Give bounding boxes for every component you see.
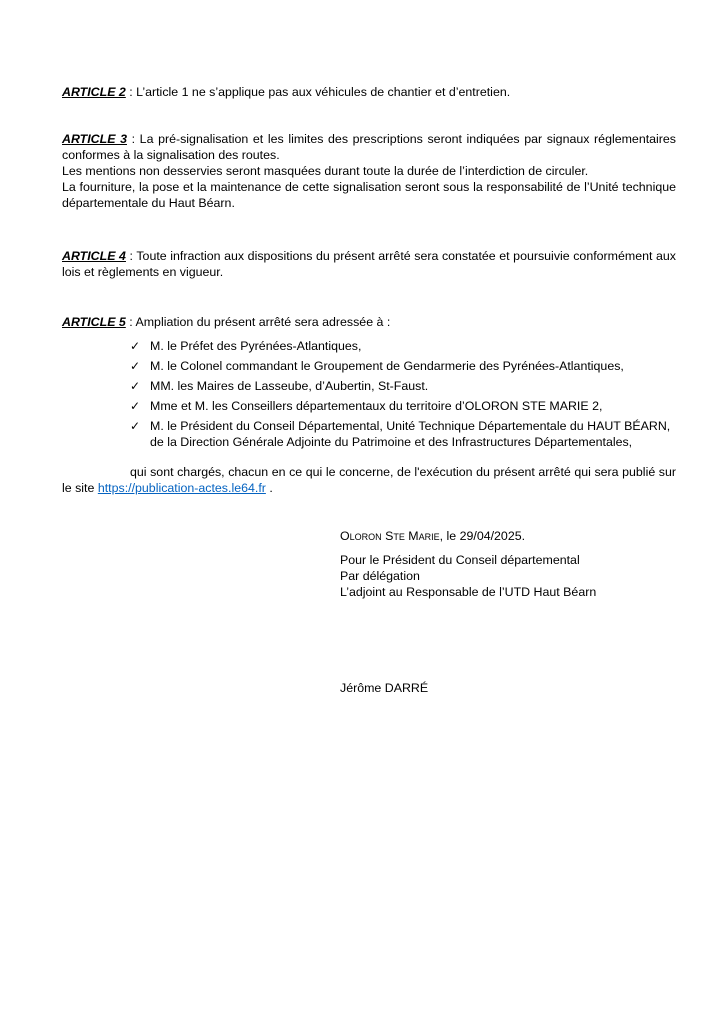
signature-place: Oloron Ste Marie [340, 529, 440, 543]
recipient-list [130, 338, 680, 454]
article-2 [62, 84, 676, 100]
article-3-label: ARTICLE 3 [62, 132, 127, 146]
article-3-text-1: La pré-signalisation et les limites des prescriptions seront indiquées par signaux réglementaires conformes à la signalisation des routes. [62, 132, 677, 162]
signature-role [340, 552, 680, 600]
article-3-text-2: Les mentions non desservies seront masquées durant toute la durée de l’interdiction de circuler. [62, 164, 589, 178]
recipient-item: ✓ M. le Colonel commandant le Groupement de Gendarmerie des Pyrénées-Atlantiques, [130, 359, 624, 373]
recipient-item: ✓ M. le Préfet des Pyrénées-Atlantiques, [130, 339, 362, 353]
article-5-text: Ampliation du présent arrêté sera adressée à : [135, 315, 391, 329]
signatory [340, 680, 680, 696]
article-4 [62, 248, 676, 280]
article-4-text: Toute infraction aux dispositions du présent arrêté sera constatée et poursuivie conformément aux lois et règlements en vigueur. [62, 249, 676, 279]
checkmark-icon: ✓ [130, 339, 141, 353]
publication-link[interactable]: https://publication-actes.le64.fr [97, 481, 266, 495]
article-4-label: ARTICLE 4 [62, 249, 126, 263]
closing-text: qui sont chargés, chacun en ce qui le concerne, de l'exécution du présent arrêté qui sera publié sur le site [62, 465, 676, 495]
closing-end: . [265, 481, 273, 495]
article-3-text-3: La fourniture, la pose et la maintenance de cette signalisation seront sous la responsabilité de l’Unité technique départementale du Haut Béarn. [62, 180, 676, 210]
article-5 [62, 314, 676, 330]
article-4-separator: : [125, 249, 137, 263]
article-5-separator: : [125, 315, 136, 329]
signature-block [340, 528, 680, 544]
checkmark-icon: ✓ [130, 399, 141, 413]
article-3 [62, 131, 676, 211]
signature-line-2: Par délégation [340, 569, 420, 583]
checkmark-icon: ✓ [130, 359, 141, 373]
article-2-label: ARTICLE 2 [62, 85, 126, 99]
article-5-label: ARTICLE 5 [62, 315, 126, 329]
article-5-closing [62, 464, 676, 496]
article-2-separator: : [125, 85, 137, 99]
article-2-text: L’article 1 ne s’applique pas aux véhicules de chantier et d’entretien. [136, 85, 511, 99]
checkmark-icon: ✓ [130, 379, 141, 393]
recipient-item: ✓ MM. les Maires de Lasseube, d’Aubertin, St-Faust. [130, 379, 429, 393]
signature-line-1: Pour le Président du Conseil départemental [340, 553, 580, 567]
signature-date: , le 29/04/2025. [439, 529, 526, 543]
checkmark-icon: ✓ [130, 419, 141, 433]
article-3-separator: : [126, 132, 140, 146]
recipient-item: ✓ Mme et M. les Conseillers départementaux du territoire d’OLORON STE MARIE 2, [130, 399, 603, 413]
signatory-name: Jérôme DARRÉ [340, 681, 429, 695]
signature-line-3: L’adjoint au Responsable de l’UTD Haut Béarn [340, 585, 597, 599]
recipient-item: ✓ M. le Président du Conseil Départemental, Unité Technique Départementale du HAUT BÉARN, de la Direction Générale Adjointe du Patrimoine et des Infrastructures Départementales, [130, 419, 671, 449]
